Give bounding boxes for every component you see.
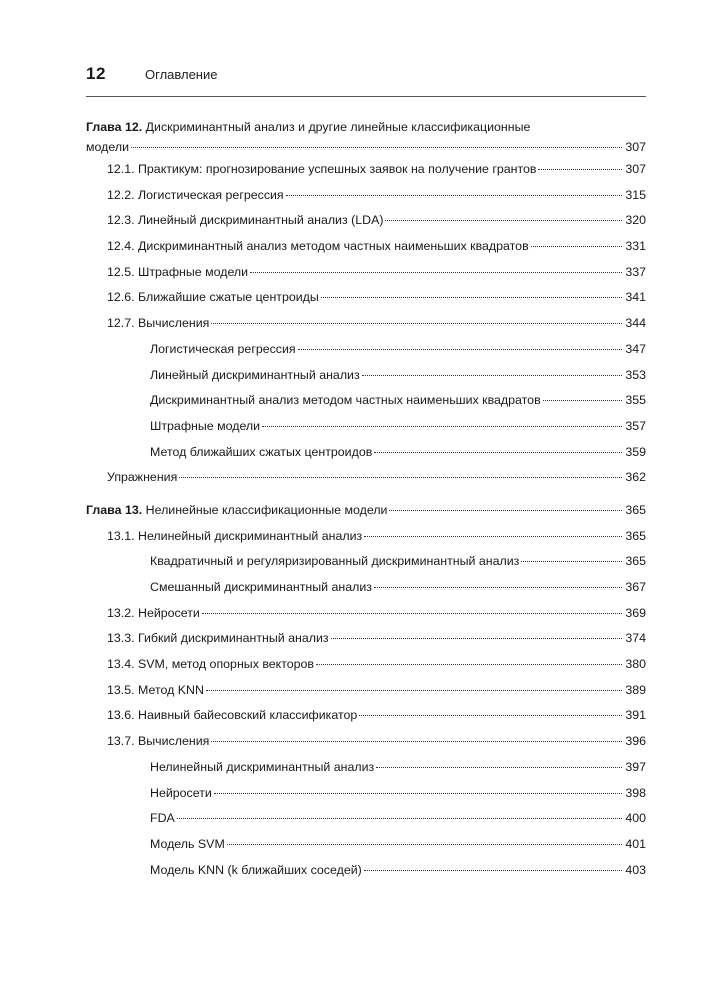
- dot-leader: [286, 195, 622, 196]
- entry-page: 367: [625, 580, 646, 594]
- entry-page: 391: [625, 708, 646, 723]
- entry-label: 12.3. Линейный дискриминантный анализ (LDA): [107, 213, 384, 228]
- toc-entry[interactable]: [86, 601, 646, 627]
- entry-page: 315: [625, 187, 646, 202]
- entry-page: 369: [625, 605, 646, 620]
- toc-entry[interactable]: [86, 234, 646, 260]
- dot-leader: [521, 561, 622, 562]
- entry-label: Упражнения: [107, 470, 178, 485]
- dot-leader: [206, 690, 622, 691]
- dot-leader: [202, 613, 622, 614]
- dot-leader: [364, 536, 622, 537]
- dot-leader: [179, 477, 622, 478]
- toc-entry[interactable]: [86, 524, 646, 550]
- entry-page: 320: [625, 213, 646, 228]
- entry-page: 331: [625, 239, 646, 254]
- entry-page: 353: [625, 367, 646, 382]
- chapter-label: Глава 13.: [86, 502, 143, 517]
- entry-label: 12.1. Практикум: прогнозирование успешных заявок на получение грантов: [107, 162, 537, 176]
- entry-label: 13.6. Наивный байесовский классификатор: [107, 708, 358, 723]
- entry-label: 12.4. Дискриминантный анализ методом частных наименьших квадратов: [107, 239, 529, 254]
- dot-leader: [385, 220, 622, 221]
- dot-leader: [298, 349, 622, 350]
- dot-leader: [362, 375, 622, 376]
- entry-page: 359: [625, 444, 646, 459]
- toc-entry-chapter-13[interactable]: [86, 498, 646, 524]
- dot-leader: [211, 323, 622, 324]
- entry-page: 337: [625, 264, 646, 279]
- dot-leader: [331, 638, 622, 639]
- entry-page: 397: [625, 759, 646, 774]
- toc-subentry[interactable]: [86, 440, 646, 466]
- entry-page: 365: [625, 502, 646, 517]
- dot-leader: [131, 147, 622, 148]
- toc-subentry[interactable]: [86, 858, 646, 884]
- toc-subentry[interactable]: [86, 388, 646, 414]
- toc-subentry[interactable]: [86, 832, 646, 858]
- toc-subentry[interactable]: [86, 575, 646, 601]
- entry-label: Нелинейный дискриминантный анализ: [150, 759, 375, 774]
- toc-subentry[interactable]: [86, 755, 646, 781]
- entry-page: 374: [625, 631, 646, 646]
- dot-leader: [227, 844, 622, 845]
- toc-subentry[interactable]: [86, 414, 646, 440]
- entry-page: 400: [625, 811, 646, 826]
- page-number: 12: [86, 64, 106, 83]
- entry-label: FDA: [150, 811, 175, 826]
- toc-subentry[interactable]: [86, 549, 646, 575]
- entry-page: 347: [625, 341, 646, 356]
- entry-page: 341: [625, 290, 646, 305]
- toc-entry[interactable]: [86, 729, 646, 755]
- dot-leader: [543, 400, 622, 401]
- toc-entry[interactable]: [86, 208, 646, 234]
- entry-page: 389: [625, 682, 646, 697]
- toc-entry[interactable]: [86, 703, 646, 729]
- dot-leader: [214, 793, 622, 794]
- entry-page: 355: [625, 393, 646, 408]
- running-title: Оглавление: [145, 67, 218, 82]
- toc-subentry[interactable]: [86, 337, 646, 363]
- entry-page: 403: [625, 862, 646, 877]
- entry-page: 401: [625, 836, 646, 851]
- entry-label: 12.2. Логистическая регрессия: [107, 187, 284, 202]
- toc-entry[interactable]: [86, 652, 646, 678]
- chapter-gap: [86, 491, 646, 498]
- entry-page: 307: [625, 162, 646, 176]
- toc-entry[interactable]: [86, 311, 646, 337]
- dot-leader: [376, 767, 622, 768]
- dot-leader: [359, 715, 622, 716]
- dot-leader: [262, 426, 622, 427]
- entry-label: 13.4. SVM, метод опорных векторов: [107, 657, 315, 672]
- entry-label: 13.3. Гибкий дискриминантный анализ: [107, 631, 329, 646]
- entry-label: 13.5. Метод KNN: [107, 682, 204, 697]
- toc-subentry[interactable]: [86, 363, 646, 389]
- entry-label: Штрафные модели: [150, 418, 261, 433]
- entry-label: 13.7. Вычисления: [107, 734, 210, 749]
- dot-leader: [374, 587, 622, 588]
- toc-entry[interactable]: [86, 678, 646, 704]
- toc-entry[interactable]: [86, 183, 646, 209]
- dot-leader: [538, 169, 622, 170]
- dot-leader: [321, 297, 622, 298]
- dot-leader: [316, 664, 622, 665]
- entry-label: Линейный дискриминантный анализ: [150, 367, 360, 382]
- entry-page: 357: [625, 418, 646, 433]
- entry-page: 365: [625, 554, 646, 569]
- chapter-label: Глава 12.: [86, 120, 143, 134]
- entry-page: 307: [625, 140, 646, 154]
- dot-leader: [531, 246, 622, 247]
- dot-leader: [177, 818, 622, 819]
- entry-page: 380: [625, 657, 646, 672]
- entry-label: 13.2. Нейросети: [107, 605, 200, 620]
- entry-label: Метод ближайших сжатых центроидов: [150, 444, 373, 459]
- table-of-contents: [86, 117, 646, 883]
- entry-label: Логистическая регрессия: [150, 341, 296, 356]
- chapter-12-title[interactable]: [86, 117, 646, 137]
- dot-leader: [250, 272, 622, 273]
- header-rule: [86, 96, 646, 97]
- chapter-title-line: Нелинейные классификационные модели: [145, 502, 388, 517]
- entry-page: 362: [625, 470, 646, 485]
- entry-page: 396: [625, 734, 646, 749]
- entry-page: 344: [625, 316, 646, 331]
- dot-leader: [364, 870, 622, 871]
- chapter-title-line: Дискриминантный анализ и другие линейные классификационные: [145, 120, 531, 134]
- toc-entry-exercises[interactable]: [86, 465, 646, 491]
- dot-leader: [389, 510, 622, 511]
- toc-entry[interactable]: [86, 285, 646, 311]
- entry-page: 398: [625, 785, 646, 800]
- entry-label: Модель SVM: [150, 836, 225, 851]
- entry-label: Квадратичный и регуляризированный дискриминантный анализ: [150, 554, 520, 569]
- entry-label: модели: [86, 140, 129, 154]
- entry-label: Нейросети: [150, 785, 212, 800]
- entry-label: Дискриминантный анализ методом частных наименьших квадратов: [150, 393, 541, 408]
- entry-label: [86, 498, 387, 524]
- entry-label: 12.7. Вычисления: [107, 316, 210, 331]
- entry-label: 12.6. Ближайшие сжатые центроиды: [107, 290, 319, 305]
- entry-page: 365: [625, 528, 646, 543]
- entry-label: 12.5. Штрафные модели: [107, 264, 249, 279]
- entry-label: Модель KNN (k ближайших соседей): [150, 862, 362, 877]
- toc-subentry[interactable]: [86, 806, 646, 832]
- entry-label: Смешанный дискриминантный анализ: [150, 580, 372, 594]
- toc-entry[interactable]: [86, 260, 646, 286]
- entry-label: 13.1. Нелинейный дискриминантный анализ: [107, 528, 363, 543]
- toc-entry[interactable]: [86, 626, 646, 652]
- toc-entry-chapter-12[interactable]: [86, 137, 646, 157]
- dot-leader: [211, 741, 622, 742]
- toc-subentry[interactable]: [86, 781, 646, 807]
- toc-entry[interactable]: [86, 157, 646, 183]
- page-header: [86, 64, 646, 88]
- dot-leader: [374, 452, 622, 453]
